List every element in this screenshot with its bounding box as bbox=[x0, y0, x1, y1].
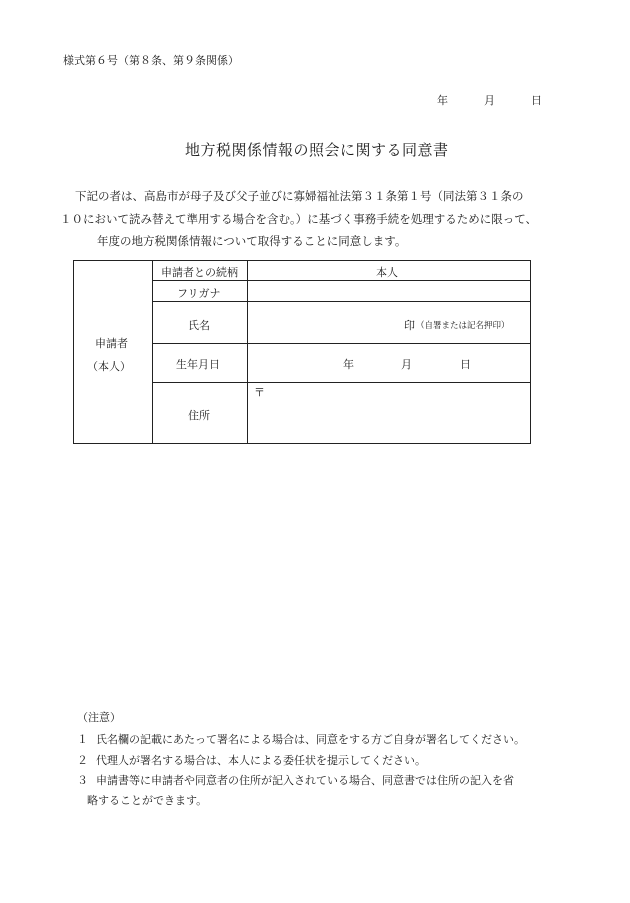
name-label: 氏名 bbox=[188, 319, 210, 332]
note-text: 申請書等に申請者や同意者の住所が記入されている場合、同意書では住所の記入を省 bbox=[96, 774, 514, 787]
group-label-applicant: 申請者 bbox=[95, 337, 128, 350]
note-text: 代理人が署名する場合は、本人による委任状を提示してください。 bbox=[96, 754, 426, 767]
birth-month-label: 月 bbox=[401, 358, 412, 371]
document-title: 地方税関係情報の照会に関する同意書 bbox=[185, 141, 449, 159]
address-label: 住所 bbox=[188, 409, 210, 422]
note-text-continued: 略することができます。 bbox=[87, 794, 208, 807]
form-number: 様式第６号（第８条、第９条関係） bbox=[63, 54, 239, 67]
birth-year-label: 年 bbox=[343, 358, 354, 371]
body-line-1: 下記の者は、高島市が母子及び父子並びに寡婦福祉法第３１条第１号（同法第３１条の bbox=[75, 189, 524, 203]
body-line-3: 年度の地方税関係情報について取得することに同意します。 bbox=[97, 234, 407, 248]
furigana-label: フリガナ bbox=[177, 287, 221, 300]
relation-label: 申請者との続柄 bbox=[161, 266, 238, 279]
date-year-label: 年 bbox=[437, 94, 448, 107]
birth-day-label: 日 bbox=[460, 358, 471, 371]
applicant-table bbox=[73, 260, 531, 444]
birth-date-field[interactable] bbox=[249, 345, 529, 381]
group-label-self: （本人） bbox=[87, 360, 131, 373]
relation-value: 本人 bbox=[376, 266, 398, 279]
seal-note: （自署または記名押印） bbox=[416, 321, 510, 331]
note-number: １ bbox=[77, 733, 88, 746]
date-month-label: 月 bbox=[484, 94, 495, 107]
furigana-field[interactable] bbox=[249, 282, 529, 300]
seal-mark: 印 bbox=[404, 319, 415, 332]
notes-heading: （注意） bbox=[77, 711, 121, 724]
postal-mark: 〒 bbox=[254, 386, 265, 399]
date-day-label: 日 bbox=[531, 94, 542, 107]
note-number: ２ bbox=[77, 754, 88, 767]
birth-date-label: 生年月日 bbox=[176, 358, 220, 371]
note-text: 氏名欄の記載にあたって署名による場合は、同意をする方ご自身が署名してください。 bbox=[96, 733, 525, 746]
body-line-2: １０において読み替えて準用する場合を含む。）に基づく事務手続を処理するために限って、 bbox=[60, 212, 538, 226]
note-number: ３ bbox=[77, 774, 88, 787]
address-field[interactable] bbox=[249, 384, 529, 442]
